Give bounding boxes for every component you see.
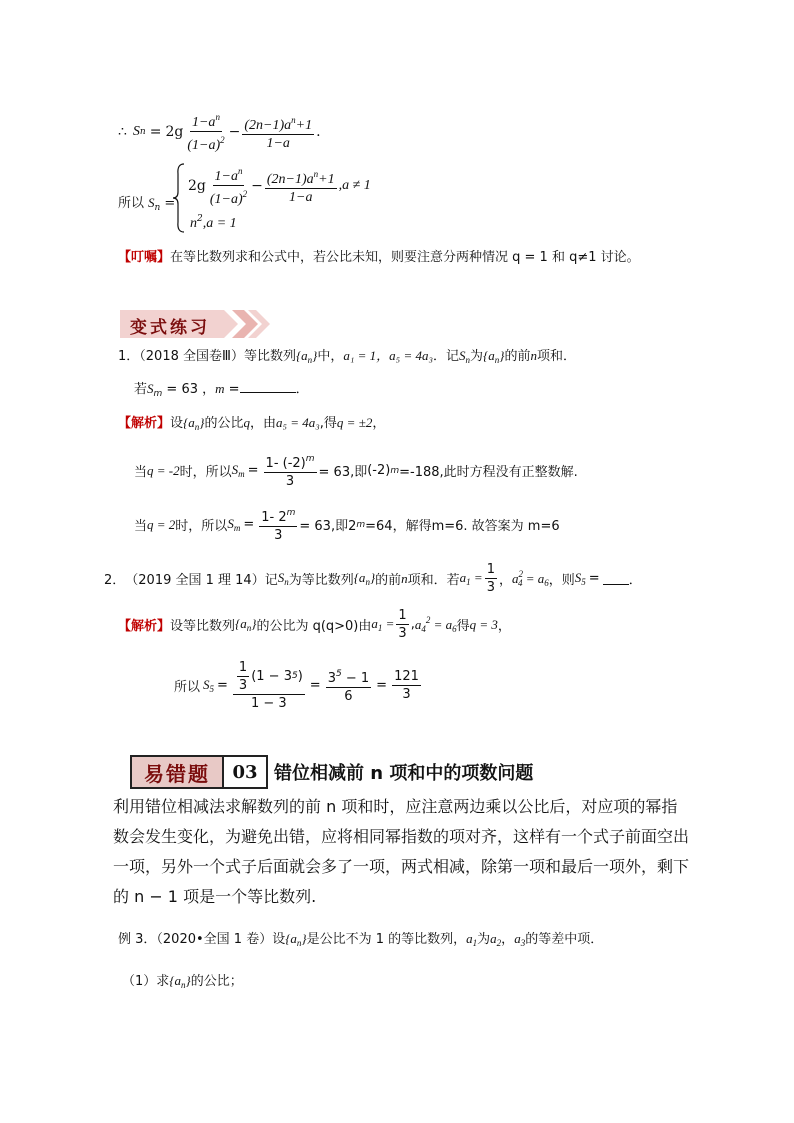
q1-c2-c: 时，所以 [175,519,228,534]
frac2-num-tail: +1 [295,117,313,133]
coefficient: 2g [165,123,184,140]
q2-answer-blank [603,572,629,585]
q1-c1-c: 时，所以 [179,465,232,480]
sub1-label: （1）求 [122,974,170,989]
q2-sol-t3: , [410,617,415,632]
q1-line-2 [134,378,309,399]
q1-c1-d: = 63,即 [318,465,368,480]
q1-c1-b: q = -2 [147,462,180,478]
q1-sol-t2: 的公比 [204,416,244,431]
q2-res-num3: 121 [394,669,419,684]
q2-res-num2-sup: 5 [335,669,342,679]
q2-res-num-tail: (1 − 3 [251,669,292,684]
q2-t3: 项和．若 [407,573,460,588]
ex3-t2: 为 [477,932,491,947]
q1-sol-t5: ， [372,416,386,431]
q1-t1: 中， [317,349,344,364]
q2-sol-res: q = 3 [469,616,498,632]
q2-t5: ，则 [548,573,575,588]
q1-sol-t4: ,得 [319,416,337,431]
frac1-num-sup: n [215,112,220,122]
practice-banner-label: 变式练习 [130,318,210,338]
frac2-num-sup: n [291,114,296,125]
q2-res-inner-frac [237,660,249,693]
q1-l2b: S [147,381,154,396]
left-brace-icon [172,162,186,234]
reminder-tag: 【叮嘱】 [118,250,171,265]
case-prefix-text: 所以 [118,196,145,211]
section-03-header [130,754,533,790]
q1-source: （2018 全国卷Ⅲ）等比数列 [139,349,296,364]
q2-sol-t1: 设等比数列 [170,619,236,634]
sub-question-1: （1）求$\{a_n\}$的公比； [122,973,243,990]
q1-l2f: = [224,382,240,397]
q1-c1-f: =-188,此时方程没有正整数解. [399,465,578,480]
q1-sol-t3: ，由 [249,416,276,431]
q1-num: 1． [118,349,140,364]
case-line2-n: n [190,216,197,231]
q2-res-num-close: ) [297,669,303,684]
minus: − [228,123,241,140]
ex3-t1: 是公比不为 1 的等比数列， [306,932,467,947]
sn-symbol: S [132,123,140,139]
q1-t4: 的前 [504,349,531,364]
section-03-paragraph: 利用错位相减法求解数列的前 n 项和时，应注意两边乘以公比后，对应项的幂指数会发生变化，为避免出错，应将相同幂指数的项对齐，这样有一个式子前面空出一项，另外一个式子后面就会多了一项，两式相减，除第一项和最后一项外，剩下的 n − 1 项是一个等比数列. [113,797,690,906]
therefore-symbol: ∴ [118,123,127,140]
case-sn: S [148,195,155,210]
q2-res-frac [233,660,305,711]
q1-c1-num-sup: m [305,454,315,464]
case-f2-den: 1−a [289,189,313,205]
frac1-num: 1−a [191,115,216,130]
reminder [118,246,640,265]
q1-c1-e: (-2) [367,463,391,478]
q1-c2-num: 1- 2 [261,510,287,525]
case-line2-tail: ,a = 1 [202,216,237,231]
q2-num: 2． [104,573,126,588]
q1-c1-den: 3 [285,474,295,489]
fraction-1 [185,110,226,153]
ex3-label: 例 3．（2020•全国 1 卷）设 [118,932,286,947]
case-coef: 2g [188,177,206,194]
section-03-title: 错位相减前 n 项和中的项数问题 [274,763,534,784]
q2-t1: 为等比数列 [288,573,354,588]
section-03-label: 易错题 [130,755,224,789]
q2-res-num2-tail: − 1 [341,671,370,686]
q1-sol-q: q [243,415,250,430]
q1-t2: ．记 [433,349,460,364]
case-f1-den: (1−a) [209,192,243,207]
q2-res-den3: 3 [402,687,411,702]
q1-case-1: 当 q = -2 时，所以 $S_m$ = $\frac{1- (-2)^m}{3}$ = 63,即 (-2) m =-188,此时方程没有正整数解. [134,454,578,489]
q1-case-2: 当 q = 2 时，所以 $S_m$ = $\frac{1- 2^m}{3}$ = 63,即2 m =64，解得m=6. 故答案为 m=6 [134,508,560,543]
frac1-den-sup: 2 [220,135,225,145]
case-f1-num: 1−a [214,169,238,184]
q2-res-den: 1 − 3 [251,696,287,711]
ex3-t3: ， [501,932,515,947]
q1-c2-den: 3 [274,528,283,543]
case-f1-den-sup: 2 [242,189,248,199]
q1-l2e: m [215,381,225,396]
q1-line: 1．（2018 全国卷Ⅲ）等比数列$\{a_n\}$中，a₁ = 1，a₅ = 4a₃．记$S_n$为$\{a_n\}$的前n项和． [118,348,576,365]
case-line2-sup: 2 [197,214,203,224]
q2-t6: = [588,571,600,586]
q1-answer-blank [240,380,296,393]
q1-c1-num: 1- (-2) [265,456,306,471]
q2-res-num-tail-sup: 5 [291,671,298,681]
q1-l2d: = 63 ， [162,382,216,397]
case-prefix [118,192,175,213]
equals: = [149,123,162,140]
q1-c2-a: 当 [134,519,148,534]
q1-c1-e-sup: m [390,465,400,476]
case-f2-num: (2n−1)a [266,171,314,187]
q2-res-frac3 [392,669,421,702]
q2-res-prefix: 所以 [174,680,201,695]
frac2-num: (2n−1)a [244,117,292,133]
q2-sol-tag: 【解析】 [118,619,171,634]
case-f2-num-tail: +1 [318,171,335,187]
q2-sol-t2: 的公比为 q(q>0)由 [256,619,372,634]
fraction-2 [242,113,314,151]
q2-res-num-top: 1 [238,660,248,675]
q2-res-num2: 3 [327,671,336,686]
q2-t4: ， [498,573,512,588]
case-line-2 [190,214,237,232]
q1-t5: 项和． [536,349,576,364]
q1-l2a: 若 [134,382,148,397]
q2-frac-third: $\frac{1}{3}$ [486,562,495,595]
case-fraction-2 [265,167,337,205]
case-line-1 [188,164,371,207]
frac2-den: 1−a [266,135,290,151]
q1-c2-fraction [259,506,297,543]
q1-c2-e: =64，解得m=6. 故答案为 m=6 [365,519,560,534]
period: . [316,123,321,140]
q2-t7: ． [628,573,642,588]
q1-l2c: m [153,389,163,399]
reminder-text: 在等比数列求和公式中，若公比未知，则要注意分两种情况 q = 1 和 q≠1 讨论。 [170,250,640,265]
q1-c1-fraction [264,452,317,489]
q1-c2-num-sup: m [286,508,296,518]
q1-sol-t1: 设 [170,416,184,431]
q1-t3: 为 [470,349,484,364]
q2-sol-t4: 得 [456,619,470,634]
q2-sol-t5: ， [497,619,511,634]
case-eq: = [164,196,176,211]
case-f1-num-sup: n [237,166,243,176]
example-3: 例 3．（2020•全国 1 卷）设$\{a_n\}$是公比不为 1 的等比数列，$a_1$为$a_2$，$a_3$的等差中项． [118,931,604,948]
q2-source: （2019 全国 1 理 14）记 [125,573,278,588]
case-minus: − [251,177,263,194]
q2-result: 所以 $S_5$ = $\frac{1}{3}$ (1 − 3 5 ) 1 − 3 = $\frac{3^5 - 1}{6}$ = $\frac{121}{3}$ [174,660,419,711]
q2-line: 2． （2019 全国 1 理 14）记 $S_n$ 为等比数列 $\{a_n\}$ 的前 n 项和．若 $a_1$ = $\frac{1}{3}$ ， $a^2_4 = a_6$ ，则 $S_5$ = ． [104,562,642,595]
q1-sol-tag: 【解析】 [118,416,171,431]
case-fraction-1 [208,164,249,207]
q1-c2-d: = 63,即2 [299,519,357,534]
q1-sol-cond: a₅ = 4a₃ [275,415,320,430]
q2-res-frac2 [326,667,371,704]
q2-sol-frac: $\frac{1}{3}$ [398,608,407,641]
q2-solution: 【解析】 设等比数列 $\{a_n\}$ 的公比为 q(q>0)由 $a_1$ = $\frac{1}{3}$ , $a_4^2 = a_6$ 得 q = 3 ， [118,608,511,641]
q1-c1-a: 当 [134,465,148,480]
q1-sol-res: q = ±2 [336,415,373,430]
section-03-number: 03 [224,755,268,789]
q1-l2g: ． [295,382,309,397]
q2-t2: 的前 [375,573,402,588]
sub1-tail: 的公比； [190,974,243,989]
case-cond-1: ,a ≠ 1 [338,177,371,193]
q1-solution: 【解析】设$\{a_n\}$的公比q，由a₅ = 4a₃,得q = ±2， [118,415,386,432]
sn-subscript: n [139,126,146,137]
ex3-t4: 的等差中项． [525,932,604,947]
q1-c2-d-sup: m [356,519,366,530]
q2-res-num-bot: 3 [238,678,248,693]
case-sn-sub: n [154,203,161,213]
q1-c2-b: q = 2 [147,516,176,532]
q1-cond: a₁ = 1，a₅ = 4a₃ [343,348,433,363]
sn-formula [118,110,321,153]
frac1-den: (1−a) [187,138,221,153]
case-f2-num-sup: n [313,168,319,179]
q2-res-den2: 6 [344,689,353,704]
